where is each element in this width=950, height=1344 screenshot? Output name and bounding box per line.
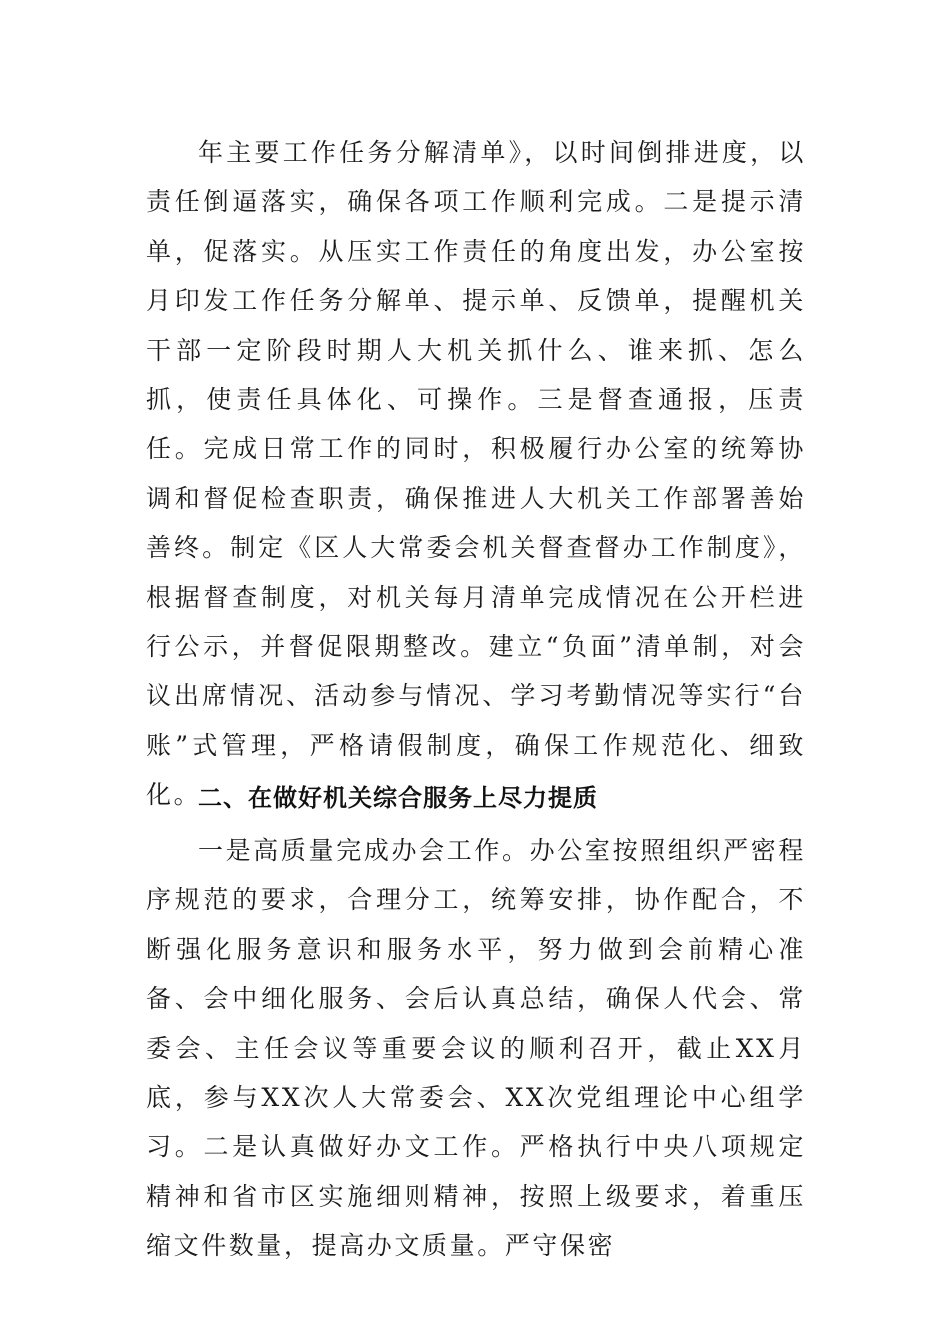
body-paragraph: 一是高质量完成办会工作。办公室按照组织严密程序规范的要求，合理分工，统筹安排，协作配合，不断强化服务意识和服务水平，努力做到会前精心准备、会中细化服务、会后认真总结，确保人代会、常委会、主任会议等重要会议的顺利召开，截止XX月底，参与XX次人大常委会、XX次党组理论中心组学习。二是认真做好办文工作。严格执行中央八项规定精神和省市区实施细则精神，按照上级要求，着重压缩文件数量，提高办文质量。严守保密 — [146, 836, 806, 1261]
section-heading: 二、在做好机关综合服务上尽力提质 — [198, 784, 598, 812]
body-paragraph-continued: 年主要工作任务分解清单》，以时间倒排进度，以责任倒逼落实，确保各项工作顺利完成。二是提示清单，促落实。从压实工作责任的角度出发，办公室按月印发工作任务分解单、提示单、反馈单，提醒机关干部一定阶段时期人大机关抓什么、谁来抓、怎么抓，使责任具体化、可操作。三是督查通报，压责任。完成日常工作的同时，积极履行办公室的统筹协调和督促检查职责，确保推进人大机关工作部署善始善终。制定《区人大常委会机关督查督办工作制度》，根据督查制度，对机关每月清单完成情况在公开栏进行公示，并督促限期整改。建立“负面”清单制，对会议出席情况、活动参与情况、学习考勤情况等实行“台账”式管理，严格请假制度，确保工作规范化、细致化。 — [146, 138, 806, 810]
